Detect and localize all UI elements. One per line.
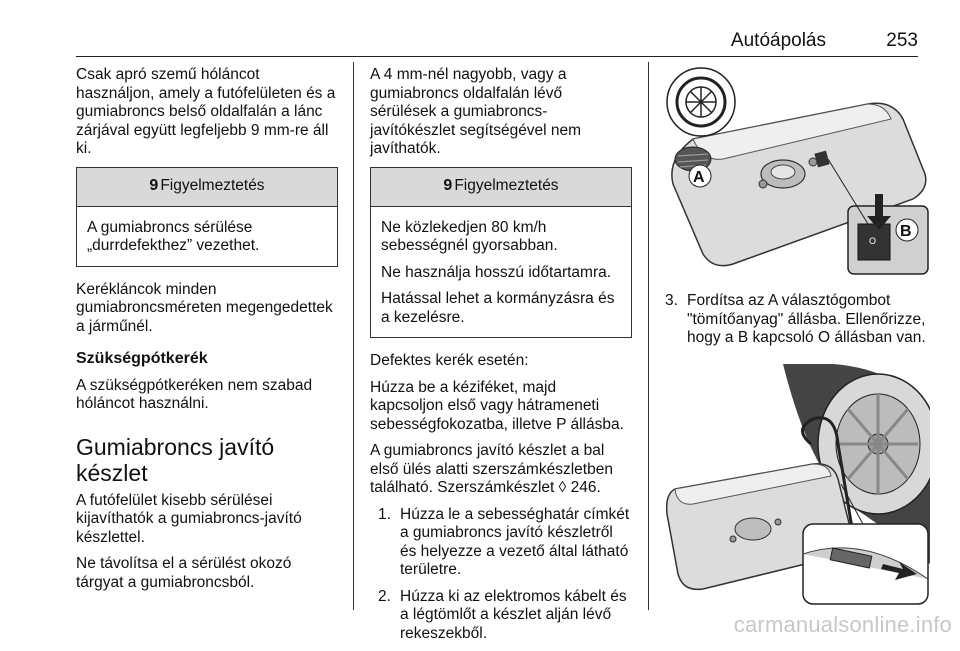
step-3 xyxy=(665,292,935,356)
header-rule xyxy=(76,56,918,57)
warning-text: A gumiabroncs sérülése „durrdefekthez” vezethet. xyxy=(87,218,260,254)
callout-b-label: B xyxy=(900,223,912,240)
handbrake-text: Húzza be a kéziféket, majd kapcsoljon első vagy hátrameneti sebességfokozatba, illetve P állásba. xyxy=(370,378,624,433)
spare-wheel-heading: Szükségpótkerék xyxy=(76,350,208,367)
svg-text:O: O xyxy=(869,236,877,246)
warning-box-1 xyxy=(76,167,338,267)
watermark: carmanualsonline.info xyxy=(733,612,952,637)
column-1 xyxy=(76,66,338,600)
warning-title: Figyelmeztetés xyxy=(454,177,559,195)
compressor-selector-illustration xyxy=(663,64,930,276)
warning-line-duration: Ne használja hosszú időtartamra. xyxy=(381,263,612,281)
chain-allowed-text: Kerékláncok minden gumiabroncsméreten megengedettek a járműnél. xyxy=(76,280,333,335)
kit-location-text: A gumiabroncs javító készlet a bal első ülés alatti szerszámkészletben található. Szerszámkészlet ◊ 246. xyxy=(370,442,613,496)
step-text: Fordítsa az A választógombot "tömítőanyag" állásba. Ellenőrizze, hogy a B kapcsoló O állásban van. xyxy=(687,292,926,346)
page-header xyxy=(76,30,918,58)
warning-body xyxy=(77,207,337,266)
page-number: 253 xyxy=(886,30,918,51)
warning-body xyxy=(371,207,631,338)
section-title: Autóápolás xyxy=(730,30,826,51)
step-1 xyxy=(378,506,632,580)
column-divider-2 xyxy=(648,62,649,610)
callout-a-label: A xyxy=(693,169,705,186)
warning-icon: 9 xyxy=(149,177,159,195)
step-number: 2. xyxy=(378,587,391,605)
repair-kit-text-1: A futófelület kisebb sérülései kijavíthatók a gumiabroncs-javító készlettel. xyxy=(76,491,302,546)
column-2 xyxy=(370,66,632,651)
step-number: 1. xyxy=(378,505,391,523)
step-number: 3. xyxy=(665,292,678,309)
warning-header xyxy=(77,168,337,207)
warning-icon: 9 xyxy=(443,177,453,195)
flat-tyre-text: Defektes kerék esetén: xyxy=(370,352,529,369)
warning-header xyxy=(371,168,631,207)
warning-title: Figyelmeztetés xyxy=(160,177,265,195)
warning-box-2 xyxy=(370,167,632,339)
snow-chain-intro: Csak apró szemű hóláncot használjon, amely a futófelületen és a gumiabroncs belső oldalfalán a lánc zárjával együtt legfeljebb 9 mm-re áll ki. xyxy=(76,66,336,157)
step-2 xyxy=(378,588,632,644)
damage-limit-text: A 4 mm-nél nagyobb, vagy a gumiabroncs oldalfalán lévő sérülések a gumiabroncs-javítókészlet segítségével nem javíthatók. xyxy=(370,66,582,157)
repair-kit-text-2: Ne távolítsa el a sérülést okozó tárgyat a gumiabroncsból. xyxy=(76,555,292,591)
warning-line-steering: Hatással lehet a kormányzásra és a kezelésre. xyxy=(381,290,615,326)
column-divider-1 xyxy=(353,62,354,610)
step-text: Húzza ki az elektromos kábelt és a légtömlőt a készlet alján lévő rekeszekből. xyxy=(400,587,627,642)
repair-kit-heading: Gumiabroncs javító készlet xyxy=(76,433,275,486)
step-text: Húzza le a sebességhatár címkét a gumiabroncs javító készletről és helyezze a vezető által látható területre. xyxy=(400,505,630,578)
warning-line-speed: Ne közlekedjen 80 km/h sebességnél gyorsabban. xyxy=(381,218,558,254)
hose-connection-illustration xyxy=(663,364,930,608)
spare-wheel-text: A szükségpótkeréken nem szabad hóláncot használni. xyxy=(76,376,313,412)
